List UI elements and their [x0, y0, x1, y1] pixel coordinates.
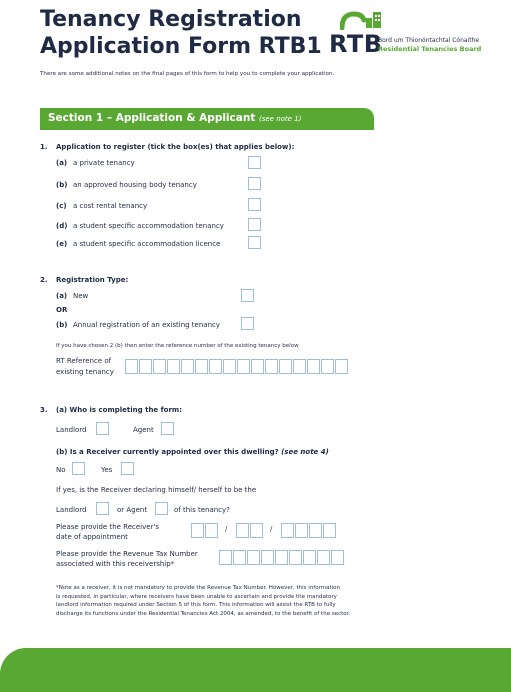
logo-english-name: Residential Tenancies Board: [378, 45, 482, 53]
q3b-of-tenancy-label: of this tenancy?: [174, 506, 230, 514]
q1-option-a-letter: (a): [56, 159, 68, 167]
q3b-note-ref: (see note 4): [281, 448, 329, 456]
tax-number-digit[interactable]: [289, 550, 302, 565]
rt-ref-digit[interactable]: [195, 359, 208, 374]
rt-ref-digit[interactable]: [153, 359, 166, 374]
q1-option-a-text: a private tenancy: [73, 159, 135, 167]
date-month-digit[interactable]: [250, 523, 263, 538]
rt-ref-digit[interactable]: [125, 359, 138, 374]
rt-ref-digit[interactable]: [293, 359, 306, 374]
date-year-digit[interactable]: [323, 523, 336, 538]
q2-option-b-text: Annual registration of an existing tenancy: [73, 321, 221, 329]
q1-option-c-text: a cost rental tenancy: [73, 202, 148, 210]
intro-note: There are some additional notes on the final pages of this form to help you to complete your application.: [40, 71, 335, 77]
q1-option-d-text: a student specific accommodation tenancy: [73, 222, 224, 230]
q2-annual-checkbox[interactable]: [241, 317, 254, 330]
date-month-digit[interactable]: [236, 523, 249, 538]
date-year-digit[interactable]: [295, 523, 308, 538]
q1-option-d-letter: (d): [56, 222, 68, 230]
rt-ref-digit[interactable]: [251, 359, 264, 374]
q3b-date-label-line1: Please provide the Receiver's: [56, 523, 160, 531]
tax-number-digit[interactable]: [317, 550, 330, 565]
date-separator: /: [225, 525, 228, 533]
q3a-landlord-label: Landlord: [56, 426, 87, 434]
q3b-receiver-landlord-label: Landlord: [56, 506, 87, 514]
tax-number-digit[interactable]: [331, 550, 344, 565]
tax-number-digit[interactable]: [247, 550, 260, 565]
rt-ref-digit[interactable]: [139, 359, 152, 374]
q2-number: 2.: [40, 276, 48, 284]
date-day-digit[interactable]: [205, 523, 218, 538]
section-title: [48, 112, 301, 124]
q3b-receiver-agent-checkbox[interactable]: [155, 502, 168, 515]
rtb-logo-house-icon: [340, 6, 386, 30]
logo-irish-name: Bord um Thionóntachtaí Cónaithe: [378, 37, 480, 44]
rt-ref-digit[interactable]: [167, 359, 180, 374]
rt-ref-digit[interactable]: [223, 359, 236, 374]
footnote-line: *Note as a receiver, it is not mandatory to provide the Revenue Tax Number. However, this information: [56, 585, 341, 591]
title-line-2: Application Form RTB1: [40, 34, 322, 59]
q3b-if-yes-text: If yes, is the Receiver declaring himself/ herself to be the: [56, 486, 257, 494]
q3b-tax-label-line2: associated with this receivership*: [56, 560, 175, 568]
q2-new-checkbox[interactable]: [241, 289, 254, 302]
title-line-1: Tenancy Registration: [40, 7, 302, 32]
q3b-label: (b) Is a Receiver currently appointed over this dwelling?: [56, 448, 279, 456]
rt-ref-digit[interactable]: [321, 359, 334, 374]
q2-option-a-letter: (a): [56, 292, 68, 300]
date-day-digit[interactable]: [191, 523, 204, 538]
rt-ref-digit[interactable]: [279, 359, 292, 374]
q3a-landlord-checkbox[interactable]: [96, 422, 109, 435]
q2-hint: If you have chosen 2 (b) then enter the reference number of the existing tenancy below: [56, 343, 299, 349]
date-year-digit[interactable]: [309, 523, 322, 538]
q3-number: 3.: [40, 406, 48, 414]
section-note-ref: (see note 1): [259, 115, 302, 123]
q1-label: Application to register (tick the box(es) that applies below):: [56, 143, 295, 151]
q1-option-b-letter: (b): [56, 181, 68, 189]
rt-ref-digit[interactable]: [209, 359, 222, 374]
receiver-footnote: [56, 584, 350, 618]
tax-number-digit[interactable]: [219, 550, 232, 565]
footnote-line: is requested, in particular, where receivers have been unable to ascertain and provide the mandatory: [56, 593, 337, 600]
q1-option-b-checkbox[interactable]: [248, 177, 261, 190]
tax-number-digit[interactable]: [275, 550, 288, 565]
q2-ref-label-line2: existing tenancy: [56, 368, 114, 376]
q1-option-c-letter: (c): [56, 202, 67, 210]
page-title: [40, 6, 322, 60]
date-year-digit[interactable]: [281, 523, 294, 538]
q1-option-b-text: an approved housing body tenancy: [73, 181, 197, 189]
q2-option-a-text: New: [73, 292, 89, 300]
tax-number-digit[interactable]: [261, 550, 274, 565]
rt-ref-digit[interactable]: [265, 359, 278, 374]
q3b-question: [56, 448, 329, 456]
q1-number: 1.: [40, 143, 48, 151]
q3a-agent-checkbox[interactable]: [161, 422, 174, 435]
q3b-no-label: No: [56, 466, 66, 474]
q3a-label: (a) Who is completing the form:: [56, 406, 183, 414]
footer-band: [0, 648, 511, 692]
tax-number-digit[interactable]: [233, 550, 246, 565]
q1-option-a-checkbox[interactable]: [248, 156, 261, 169]
q3b-tax-label-line1: Please provide the Revenue Tax Number: [56, 550, 198, 558]
q2-label: Registration Type:: [56, 276, 129, 284]
rt-ref-digit[interactable]: [307, 359, 320, 374]
footnote-line: landlord information required under Section 5 of this form. This information will assist the RTB to fully: [56, 602, 336, 608]
q3b-receiver-agent-label: or Agent: [117, 506, 148, 514]
logo-abbreviation: RTB: [329, 30, 383, 58]
rt-ref-digit[interactable]: [335, 359, 348, 374]
date-separator: /: [270, 525, 273, 533]
q3b-date-label-line2: date of appointment: [56, 533, 128, 541]
q1-option-c-checkbox[interactable]: [248, 198, 261, 211]
q1-option-e-letter: (e): [56, 240, 68, 248]
q1-option-d-checkbox[interactable]: [248, 218, 261, 231]
q3b-receiver-landlord-checkbox[interactable]: [96, 502, 109, 515]
footnote-line: discharge its functions under the Residential Tenancies Act 2004, as amended, to the benefit of the sector.: [56, 610, 351, 617]
tax-number-digit[interactable]: [303, 550, 316, 565]
q2-option-b-letter: (b): [56, 321, 68, 329]
section-title-text: Section 1 – Application & Applicant: [48, 112, 256, 124]
q3b-no-checkbox[interactable]: [72, 462, 85, 475]
q2-ref-label-line1: RT Reference of: [56, 357, 112, 365]
q3b-yes-label: Yes: [101, 466, 113, 474]
q2-or-label: OR: [56, 306, 68, 314]
q3a-agent-label: Agent: [133, 426, 154, 434]
q1-option-e-checkbox[interactable]: [248, 236, 261, 249]
q1-option-e-text: a student specific accommodation licence: [73, 240, 221, 248]
q3b-yes-checkbox[interactable]: [121, 462, 134, 475]
rt-ref-digit[interactable]: [181, 359, 194, 374]
rt-ref-digit[interactable]: [237, 359, 250, 374]
